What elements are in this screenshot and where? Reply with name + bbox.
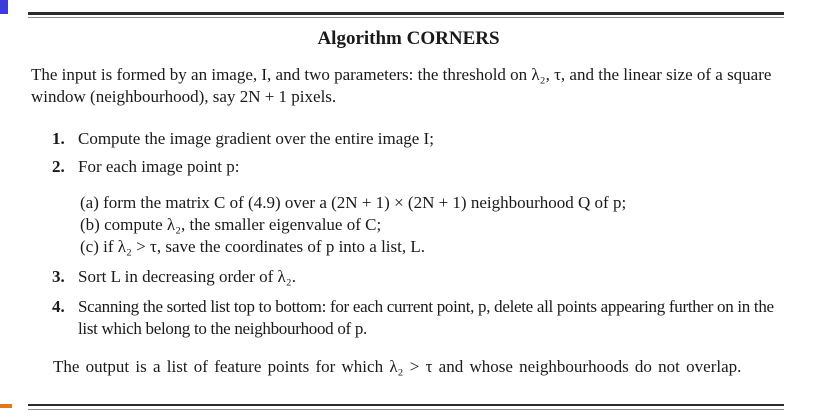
step-number: 1. bbox=[52, 129, 65, 148]
step-text: Scanning the sorted list top to bottom: for each current point, p, delete all points appearing further on in the list which belong to the neighbourhood of p. bbox=[78, 297, 774, 338]
bottom-rule bbox=[28, 404, 784, 406]
step-text: For each image point p: bbox=[78, 157, 240, 176]
corner-marker-bottom bbox=[0, 404, 12, 408]
corner-marker bbox=[0, 0, 8, 14]
bottom-rule-thin bbox=[28, 409, 784, 410]
step-number: 2. bbox=[52, 157, 65, 176]
step-number: 4. bbox=[52, 297, 65, 316]
intro-paragraph: The input is formed by an image, I, and two parameters: the threshold on λ₂, τ, and the linear size of a square window (neighbourhood), say 2N + 1 pixels. bbox=[31, 65, 772, 106]
step-text: Compute the image gradient over the entire image I; bbox=[78, 129, 434, 148]
substep-c: (c) if λ₂ > τ, save the coordinates of p into a list, L. bbox=[80, 237, 425, 256]
outro-paragraph: The output is a list of feature points for which λ₂ > τ and whose neighbourhoods do not overlap. bbox=[53, 357, 742, 376]
substep-b: (b) compute λ₂, the smaller eigenvalue of C; bbox=[80, 215, 382, 234]
step-text: Sort L in decreasing order of λ₂. bbox=[78, 267, 296, 286]
top-rule-thin bbox=[28, 17, 784, 18]
algorithm-title: Algorithm CORNERS bbox=[317, 28, 500, 49]
step-4 bbox=[52, 296, 792, 340]
substep-a: (a) form the matrix C of (4.9) over a (2N + 1) × (2N + 1) neighbourhood Q of p; bbox=[80, 193, 627, 212]
step-number: 3. bbox=[52, 267, 65, 286]
top-rule bbox=[28, 12, 784, 15]
